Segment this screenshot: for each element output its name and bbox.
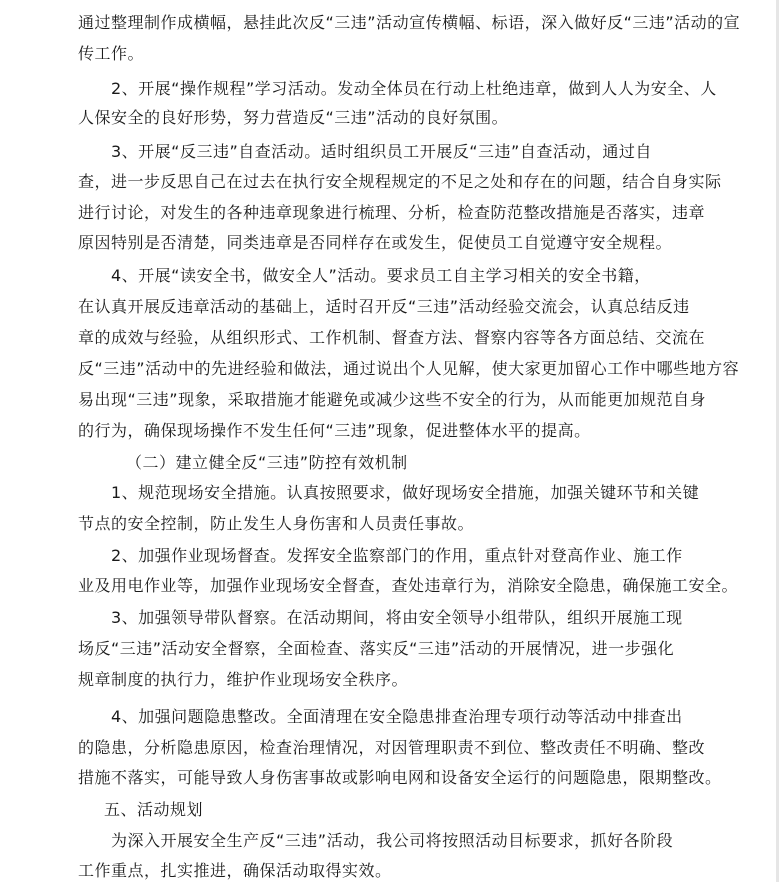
paragraph-start: 3、加强领导带队督察。在活动期间，将由安全领导小组带队，组织开展施工现 <box>111 608 683 627</box>
text-line: 业及用电作业等，加强作业现场安全督查，查处违章行为，消除安全隐患，确保施工安全。 <box>78 576 739 595</box>
text-line: 在认真开展反违章活动的基础上，适时召开反“三违”活动经验交流会，认真总结反违 <box>78 297 690 316</box>
text-line: 反“三违”活动中的先进经验和做法，通过说出个人见解，使大家更加留心工作中哪些地方容 <box>78 359 740 378</box>
text-line: 工作重点，扎实推进，确保活动取得实效。 <box>78 861 392 880</box>
text-line: 查，进一步反思自己在过去在执行安全规程规定的不足之处和存在的问题，结合自身实际 <box>78 172 722 191</box>
text-line: 原因特别是否清楚，同类违章是否同样存在或发生，促使员工自觉遵守安全规程。 <box>78 233 673 252</box>
text-line: 进行讨论，对发生的各种违章现象进行梳理、分析，检查防范整改措施是否落实，违章 <box>78 203 706 222</box>
text-line: 传工作。 <box>78 44 145 63</box>
text-line: 人保安全的良好形势，努力营造反“三违”活动的良好氛围。 <box>78 108 509 127</box>
paragraph-start: 2、开展“操作规程”学习活动。发动全体员在行动上杜绝违章，做到人人为安全、人 <box>111 79 717 98</box>
paragraph-start: 为深入开展安全生产反“三违”活动，我公司将按照活动目标要求，抓好各阶段 <box>111 831 674 850</box>
section-heading: （二）建立健全反“三违”防控有效机制 <box>126 453 408 472</box>
paragraph-start: 2、加强作业现场督查。发挥安全监察部门的作用，重点针对登高作业、施工作 <box>111 546 683 565</box>
text-line: 通过整理制作成横幅，悬挂此次反“三违”活动宣传横幅、标语，深入做好反“三违”活动的宣 <box>78 13 741 32</box>
paragraph-start: 3、开展“反三违”自查活动。适时组织员工开展反“三违”自查活动，通过自 <box>111 142 652 161</box>
text-line: 的行为，确保现场操作不发生任何“三违”现象，促进整体水平的提高。 <box>78 421 591 440</box>
text-line: 易出现“三违”现象，采取措施才能避免或减少这些不安全的行为，从而能更加规范自身 <box>78 390 707 409</box>
text-line: 章的成效与经验，从组织形式、工作机制、督查方法、督察内容等各方面总结、交流在 <box>78 328 706 347</box>
text-line: 规章制度的执行力，维护作业现场安全秩序。 <box>78 670 409 689</box>
text-line: 的隐患，分析隐患原因，检查治理情况，对因管理职责不到位、整改责任不明确、整改 <box>78 738 706 757</box>
text-line: 节点的安全控制，防止发生人身伤害和人员责任事故。 <box>78 514 475 533</box>
text-line: 措施不落实，可能导致人身伤害事故或影响电网和设备安全运行的问题隐患，限期整改。 <box>78 768 722 787</box>
section-heading: 五、活动规划 <box>104 800 204 819</box>
text-line: 场反“三违”活动安全督察，全面检查、落实反“三违”活动的开展情况，进一步强化 <box>78 639 675 658</box>
paragraph-start: 4、加强问题隐患整改。全面清理在安全隐患排查治理专项行动等活动中排查出 <box>111 707 683 726</box>
paragraph-start: 4、开展“读安全书，做安全人”活动。要求员工自主学习相关的安全书籍， <box>111 266 651 285</box>
paragraph-start: 1、规范现场安全措施。认真按照要求，做好现场安全措施，加强关键环节和关键 <box>111 483 700 502</box>
